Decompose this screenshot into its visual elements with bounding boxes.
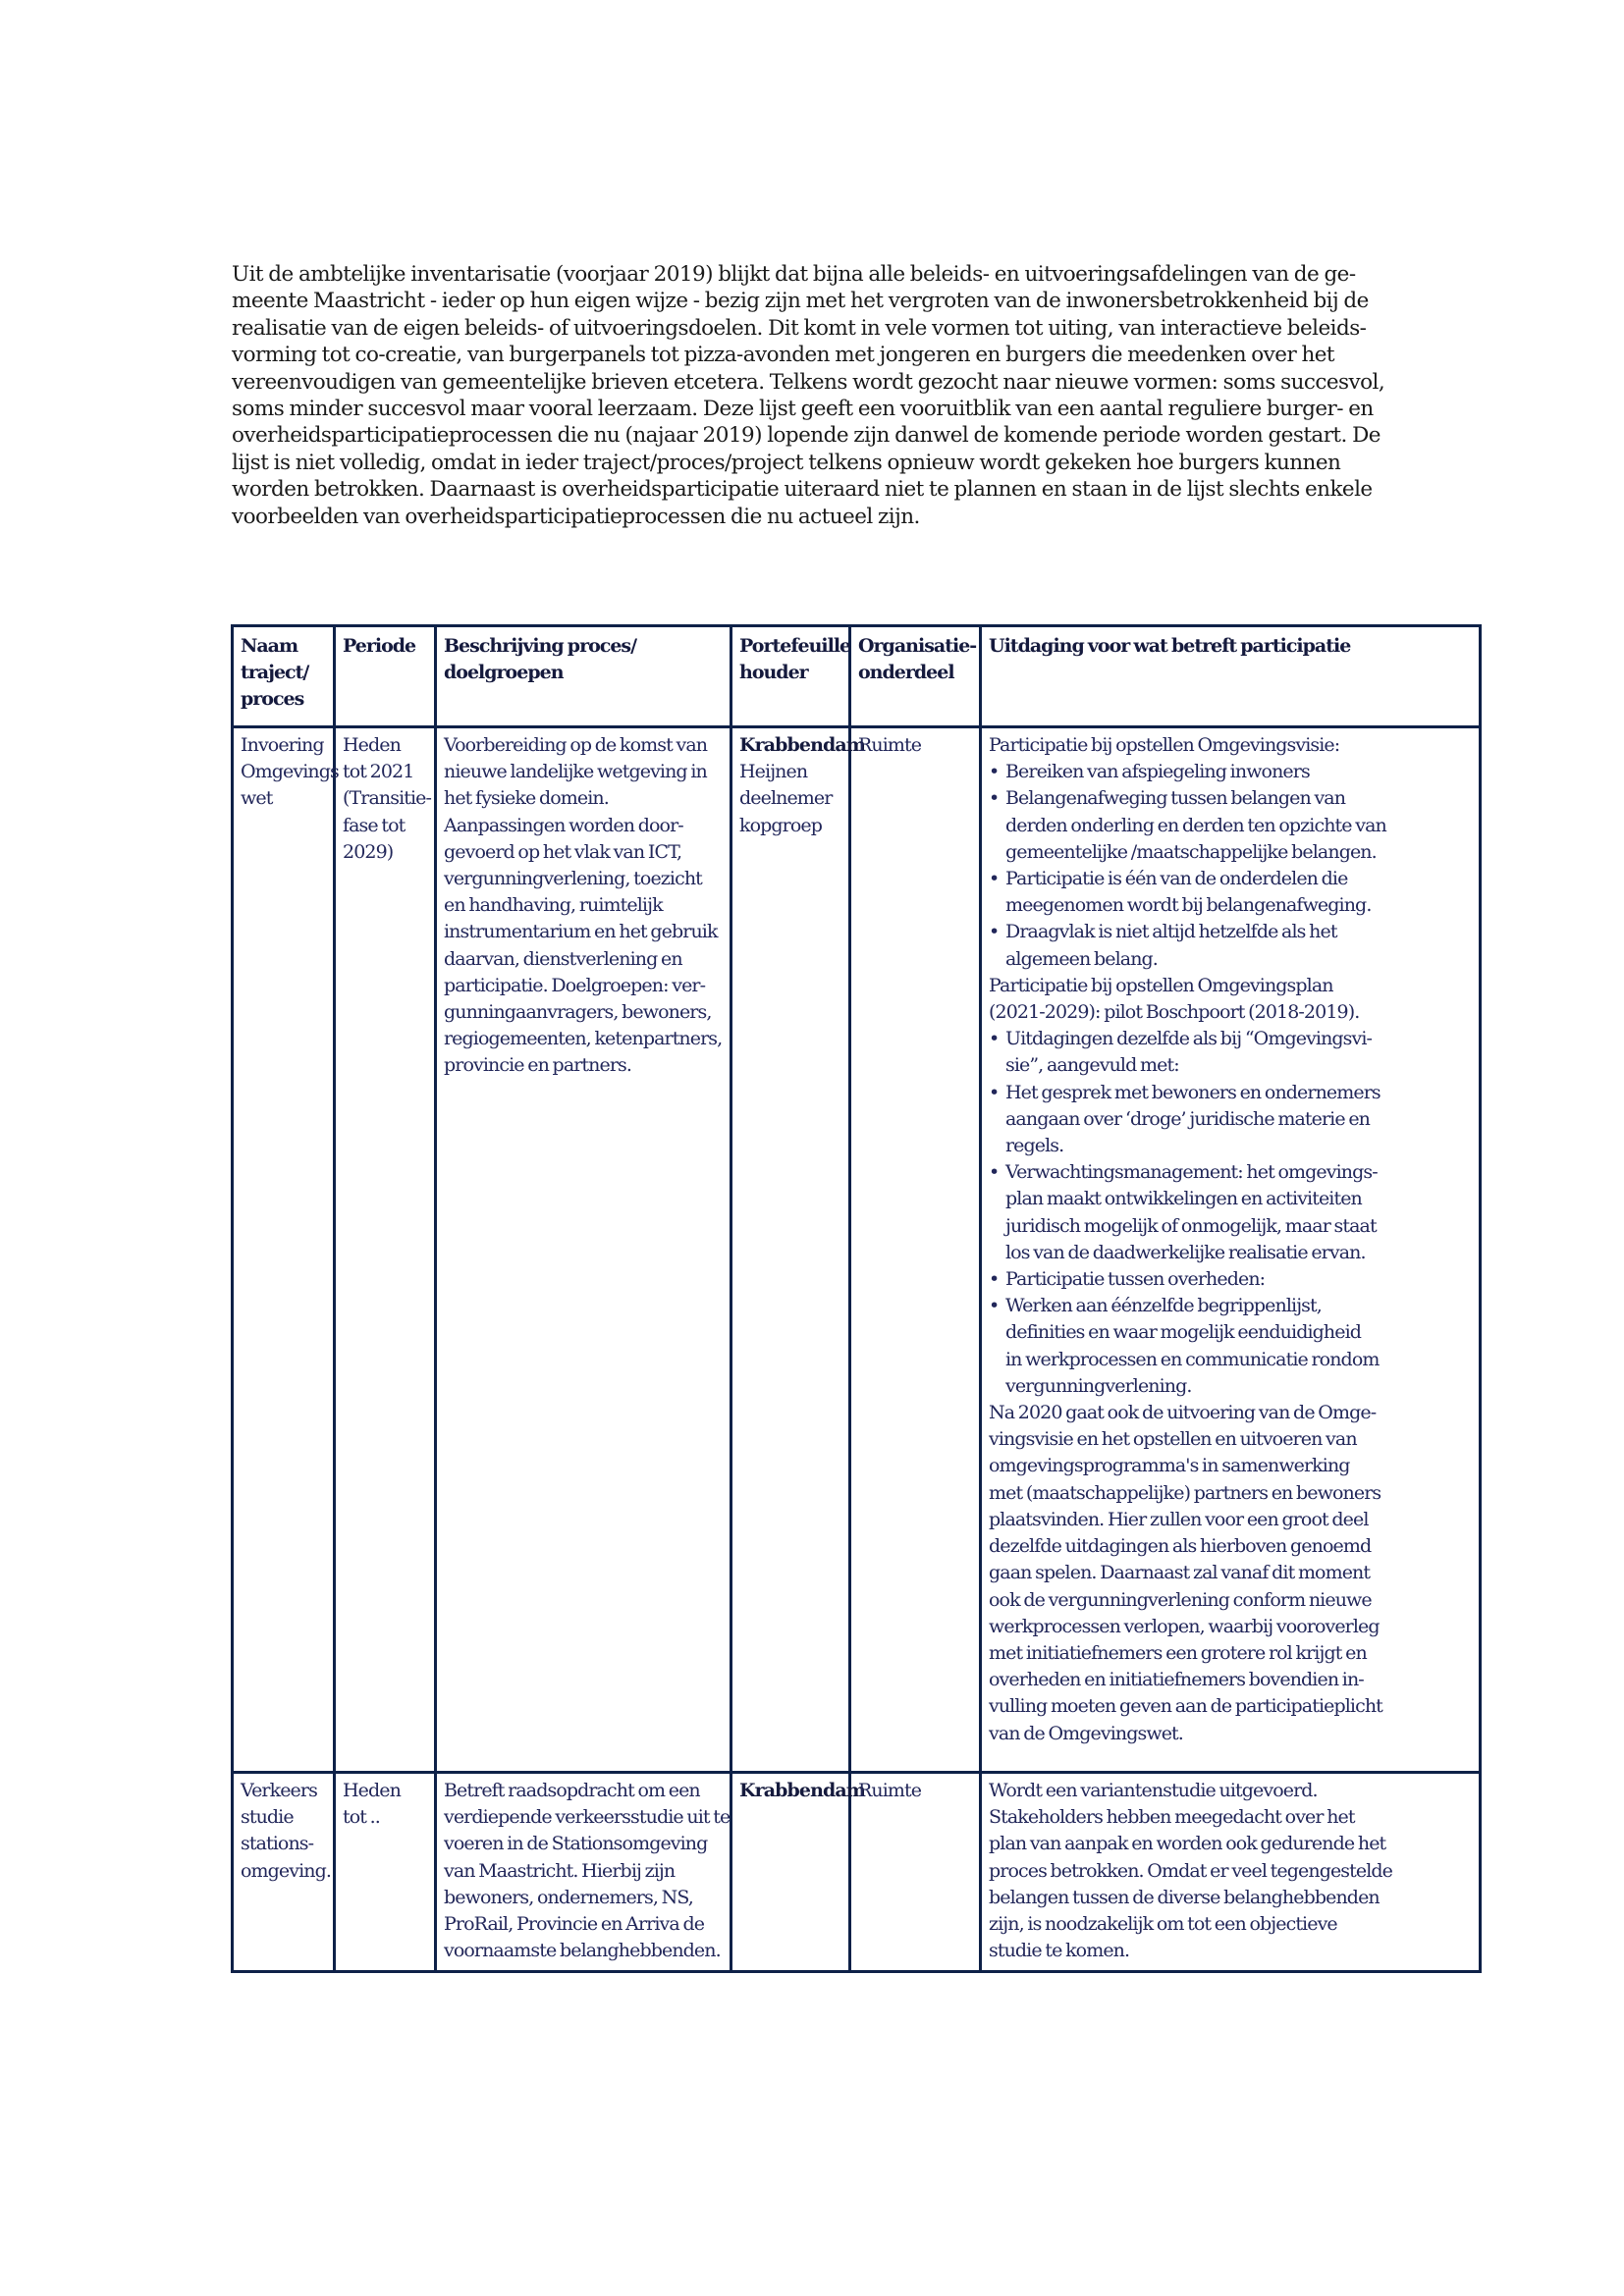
header-organisatieonderdeel [850,626,981,727]
intro-line: worden betrokken. Daarnaast is overheidsparticipatie uiteraard niet te plannen en staan in de lijst slechts enkele [232,477,1373,503]
cell-text: vergunningverlening, toezicht [444,868,702,890]
cell-text: dezelfde uitdagingen als hierboven genoemd [989,1535,1372,1558]
cell-text: deelnemer [739,787,833,810]
bullet-item-cont: aangaan over ‘droge’ juridische materie en [1005,1107,1371,1130]
cell-text: gunningaanvragers, bewoners, [444,1001,712,1024]
cell-text: wet [241,787,273,810]
header-portefeuillehouder [731,626,850,727]
bullet-item-cont: gemeentelijke /maatschappelijke belangen. [1005,840,1377,863]
table-header-row [233,626,1481,727]
cell-text: vingsvisie en het opstellen en uitvoeren van [989,1428,1357,1451]
participation-table [231,624,1482,1973]
portfolio-holder-name: Krabbendam [739,734,866,756]
intro-line: overheidsparticipatieprocessen die nu (najaar 2019) lopende zijn danwel de komende periode worden gestart. De [232,423,1380,449]
cell-text: kopgroep [739,814,823,836]
cell-portefeuillehouder [731,1773,866,1972]
cell-text: plan van aanpak en worden ook gedurende het [989,1833,1386,1855]
intro-paragraph [232,261,1489,530]
table-row [233,1773,1481,1972]
cell-beschrijving [436,727,731,1773]
cell-text: bewoners, ondernemers, NS, [444,1886,693,1908]
header-text: Periode [343,635,416,657]
cell-text: ProRail, Provincie en Arriva de [444,1913,705,1936]
cell-text: studie [241,1806,294,1829]
cell-text: Heijnen [739,761,808,783]
cell-text: tot 2021 [343,761,414,783]
cell-text: plaatsvinden. Hier zullen voor een groot deel [989,1508,1369,1530]
header-uitdaging [981,626,1481,727]
cell-text: provincie en partners. [444,1054,632,1077]
cell-text: voeren in de Stationsomgeving [444,1833,708,1855]
cell-text: gaan spelen. Daarnaast zal vanaf dit moment [989,1562,1371,1584]
header-text: traject/ [241,662,309,684]
cell-text: Na 2020 gaat ook de uitvoering van de Omge- [989,1402,1377,1424]
bullet-item: • Participatie is één van de onderdelen die [989,866,1472,892]
cell-text: Invoering [241,734,324,756]
header-text: Naam [241,635,298,657]
intro-line: vereenvoudigen van gemeentelijke brieven etcetera. Telkens wordt gezocht naar nieuwe vormen: soms succesvol, [232,369,1385,395]
cell-text: van de Omgevingswet. [989,1722,1183,1744]
cell-text: Voorbereiding op de komst van [444,734,708,756]
cell-text: nieuwe landelijke wetgeving in [444,761,707,783]
cell-uitdaging [981,1773,1481,1972]
bullet-item: • Participatie tussen overheden: [989,1266,1472,1293]
intro-line: voorbeelden van overheidsparticipatieprocessen die nu actueel zijn. [232,504,920,529]
cell-text: en handhaving, ruimtelijk [444,894,663,917]
header-text: Beschrijving proces/ [444,635,637,657]
cell-text: overheden en initiatiefnemers bovendien in- [989,1669,1364,1691]
cell-text: Ruimte [858,1780,922,1801]
header-text: doelgroepen [444,662,564,684]
cell-text: daarvan, dienstverlening en [444,947,682,970]
intro-line: realisatie van de eigen beleids- of uitvoeringsdoelen. Dit komt in vele vormen tot uiting, van interactieve beleids- [232,315,1367,341]
cell-text: voornaamste belanghebbenden. [444,1940,721,1962]
bullet-item: • Belangenafweging tussen belangen van [989,785,1472,812]
bullet-item: • Uitdagingen dezelfde als bij “Omgevingsvi- [989,1026,1472,1052]
cell-text: het fysieke domein. [444,787,609,810]
header-text: houder [739,662,808,684]
cell-organisatieonderdeel [850,727,981,1773]
intro-line: soms minder succesvol maar vooral leerzaam. Deze lijst geeft een vooruitblik van een aantal reguliere burger- en [232,397,1374,422]
cell-text: zijn, is noodzakelijk om tot een objectieve [989,1913,1337,1936]
cell-organisatieonderdeel [850,1773,981,1972]
header-periode [335,626,436,727]
bullet-item-cont: algemeen belang. [1005,947,1158,970]
subheading: (2021-2029): pilot Boschpoort (2018-2019). [989,1001,1360,1024]
cell-text: participatie. Doelgroepen: ver- [444,974,706,996]
bullet-item-cont: meegenomen wordt bij belangenafweging. [1005,894,1372,917]
header-beschrijving [436,626,731,727]
cell-text: Stakeholders hebben meegedacht over het [989,1806,1355,1829]
cell-beschrijving [436,1773,731,1972]
portfolio-holder-name: Krabbendam [739,1780,866,1801]
cell-text: Betreft raadsopdracht om een [444,1780,700,1801]
cell-text: vulling moeten geven aan de participatieplicht [989,1695,1382,1718]
bullet-item: • Draagvlak is niet altijd hetzelfde als het [989,919,1472,945]
cell-text: studie te komen. [989,1940,1130,1962]
cell-text: tot .. [343,1806,380,1829]
header-text: proces [241,688,304,711]
cell-text: omgevingsprogramma's in samenwerking [989,1455,1350,1477]
cell-text: regiogemeenten, ketenpartners, [444,1028,723,1050]
cell-text: met (maatschappelijke) partners en bewoners [989,1481,1381,1504]
cell-text: Ruimte [858,734,922,756]
intro-line: vorming tot co-creatie, van burgerpanels tot pizza-avonden met jongeren en burgers die meedenken over het [232,343,1335,368]
cell-text: 2029) [343,840,394,863]
cell-text: ook de vergunningverlening conform nieuwe [989,1588,1372,1611]
cell-text: belangen tussen de diverse belanghebbenden [989,1886,1380,1908]
cell-text: proces betrokken. Omdat er veel tegengestelde [989,1859,1393,1882]
cell-text: stations- [241,1833,314,1855]
bullet-item: • Bereiken van afspiegeling inwoners [989,759,1472,785]
intro-line: lijst is niet volledig, omdat in ieder traject/proces/project telkens opnieuw wordt gekeken hoe burgers kunnen [232,450,1341,475]
bullet-item-cont: juridisch mogelijk of onmogelijk, maar staat [1005,1214,1377,1237]
cell-text: Omgevings [241,761,339,783]
bullet-item-cont: plan maakt ontwikkelingen en activiteiten [1005,1188,1362,1210]
cell-periode [335,1773,436,1972]
cell-text: met initiatiefnemers een grotere rol krijgt en [989,1641,1367,1664]
intro-line: Uit de ambtelijke inventarisatie (voorjaar 2019) blijkt dat bijna alle beleids- en uitvoeringsafdelingen van de ge- [232,262,1356,287]
bullet-item-cont: sie”, aangevuld met: [1005,1054,1179,1077]
cell-text: Heden [343,734,401,756]
header-text: Portefeuille [739,635,851,657]
intro-line: meente Maastricht - ieder op hun eigen wijze - bezig zijn met het vergroten van de inwonersbetrokkenheid bij de [232,289,1369,314]
cell-periode [335,727,436,1773]
subheading: Participatie bij opstellen Omgevingsvisie: [989,734,1340,756]
cell-naam [233,727,339,1773]
bullet-item: • Verwachtingsmanagement: het omgevings- [989,1159,1472,1186]
cell-text: werkprocessen verlopen, waarbij vooroverleg [989,1615,1380,1637]
cell-text: Verkeers [241,1780,317,1801]
cell-text: Wordt een variantenstudie uitgevoerd. [989,1780,1318,1801]
bullet-item-cont: definities en waar mogelijk eenduidigheid [1005,1321,1362,1344]
cell-text: verdiepende verkeersstudie uit te [444,1806,731,1829]
header-naam [233,626,335,727]
cell-text: omgeving. [241,1859,332,1882]
cell-text: fase tot [343,814,406,836]
header-text: Uitdaging voor wat betreft participatie [989,635,1351,657]
header-text: Organisatie- [858,635,977,657]
cell-text: Aanpassingen worden door- [444,814,683,836]
cell-text: gevoerd op het vlak van ICT, [444,840,682,863]
cell-text: Heden [343,1780,401,1801]
bullet-item-cont: in werkprocessen en communicatie rondom [1005,1348,1380,1370]
bullet-item-cont: vergunningverlening. [1005,1374,1192,1397]
bullet-item-cont: derden onderling en derden ten opzichte van [1005,814,1386,836]
bullet-item-cont: los van de daadwerkelijke realisatie ervan. [1005,1241,1366,1263]
cell-text: (Transitie- [343,787,432,810]
table-row [233,727,1481,1773]
bullet-item: • Werken aan éénzelfde begrippenlijst, [989,1293,1472,1319]
cell-text: van Maastricht. Hierbij zijn [444,1859,676,1882]
cell-text: instrumentarium en het gebruik [444,921,718,943]
bullet-item-cont: regels. [1005,1135,1064,1157]
bullet-item: • Het gesprek met bewoners en ondernemers [989,1080,1472,1106]
cell-portefeuillehouder [731,727,866,1773]
subheading: Participatie bij opstellen Omgevingsplan [989,974,1333,996]
header-text: onderdeel [858,662,954,684]
cell-naam [233,1773,335,1972]
cell-uitdaging [981,727,1481,1773]
